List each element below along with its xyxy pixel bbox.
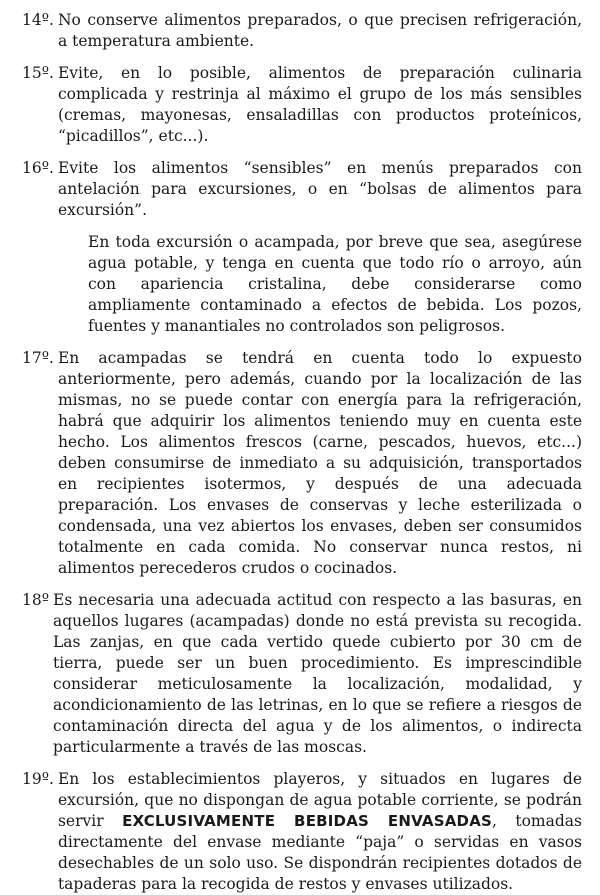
item-text: Evite, en lo posible, alimentos de preparación culinaria complicada y restrinja al máximo el grupo de los más sensibles (cremas, mayonesas, ensaladillas con productos proteínicos, “picadillos”, etc...).: [57, 64, 582, 145]
item-number: 15º.: [22, 64, 54, 82]
item-text: [58, 769, 582, 895]
item-number: 18º: [22, 591, 50, 609]
item-number: 17º.: [22, 349, 54, 367]
item-text: No conserve alimentos preparados, o que precisen refrigeración, a temperatura ambiente.: [57, 11, 582, 50]
item-number: 19º.: [22, 770, 54, 788]
list-item-16: [22, 158, 582, 221]
list-item-15: [22, 63, 582, 147]
item-text: Es necesaria una adecuada actitud con respecto a las basuras, en aquellos lugares (acampadas) donde no está prevista su recogida. Las zanjas, en que cada vertido quede cubierto por 30 cm de tierra, puede ser un buen procedimiento. Es imprescindible considerar meticulosamente la localización, modalidad, y acondicionamiento de las letrinas, en lo que se refiere a riesgos de contaminación directa del agua y de los alimentos, o indirecta particularmente a través de las moscas.: [53, 591, 582, 756]
item-number: 16º.: [22, 159, 54, 177]
excursion-water-note: En toda excursión o acampada, por breve que sea, asegúrese agua potable, y tenga en cuenta que todo río o arroyo, aún con apariencia cristalina, debe considerarse como ampliamente contaminado a efectos de bebida. Los pozos, fuentes y manantiales no controlados son peligrosos.: [88, 233, 582, 335]
item-text-after: , tomadas directamente del envase mediante “paja” o servidas en vasos desechables de un solo uso. Se dispondrán recipientes dotados de tapaderas para la recogida de restos y envases utilizados.: [57, 812, 582, 893]
list-item-17: [22, 348, 582, 579]
list-item-14: [22, 10, 582, 52]
item-text-before: En los establecimientos playeros, y situados en lugares de excursión, que no dispongan de agua potable corriente, se podrán servir: [57, 770, 582, 830]
item-text: Evite los alimentos “sensibles” en menús preparados con antelación para excursiones, o en “bolsas de alimentos para excursión”.: [57, 159, 582, 219]
item-number: 14º.: [22, 11, 54, 29]
emphasis-text: EXCLUSIVAMENTE BEBIDAS ENVASADAS: [122, 812, 493, 830]
list-item-18: [22, 590, 582, 758]
item-text: En acampadas se tendrá en cuenta todo lo expuesto anteriormente, pero además, cuando por la localización de las mismas, no se puede contar con energía para la refrigeración, habrá que adquirir los alimentos teniendo muy en cuenta este hecho. Los alimentos frescos (carne, pescados, huevos, etc...) deben consumirse de inmediato a su adquisición, transportados en recipientes isotermos, y después de una adecuada preparación. Los envases de conservas y leche esterilizada o condensada, una vez abiertos los envases, deben ser consumidos totalmente en cada comida. No conservar nunca restos, ni alimentos perecederos crudos o cocinados.: [57, 349, 582, 577]
list-item-19: [22, 769, 582, 895]
